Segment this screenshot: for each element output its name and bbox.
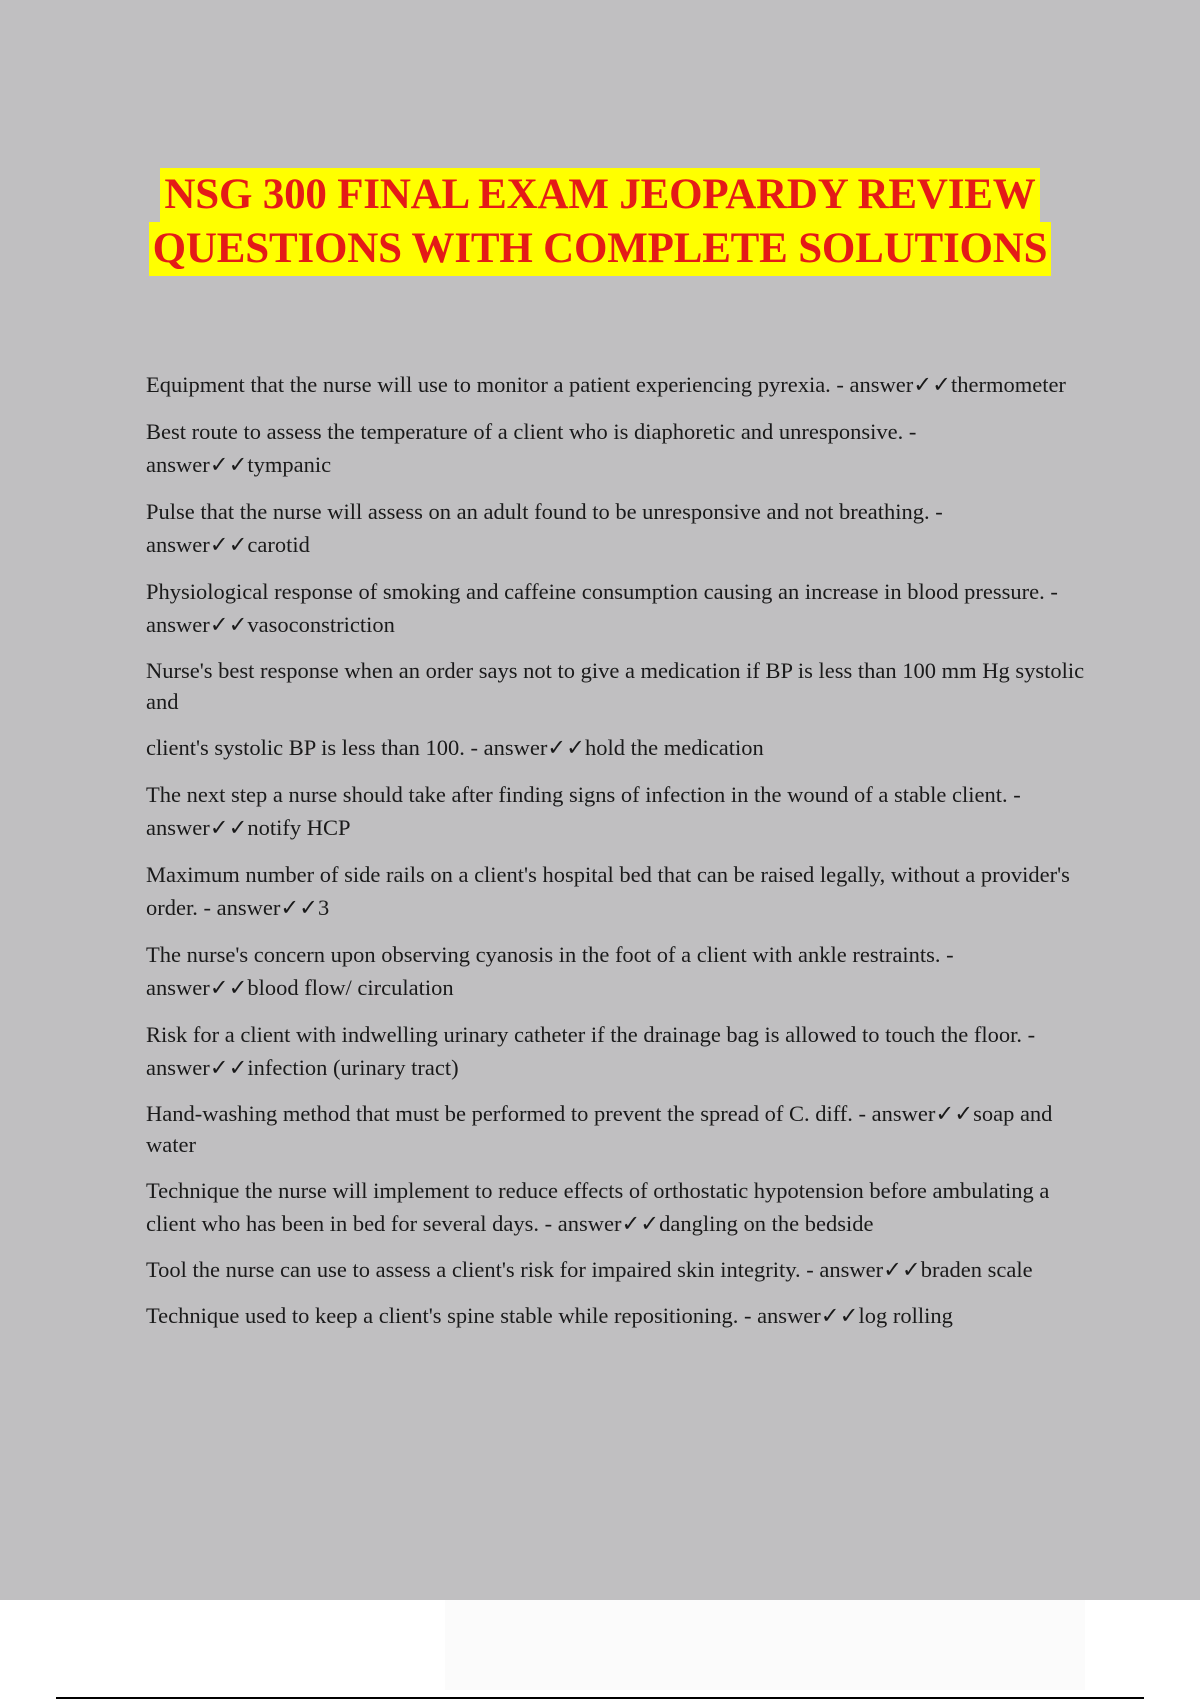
qa-item: Best route to assess the temperature of a client who is diaphoretic and unresponsive. - answer✓✓tympanic bbox=[146, 419, 917, 477]
title-line-1: NSG 300 FINAL EXAM JEOPARDY REVIEW bbox=[160, 168, 1039, 222]
qa-item: The nurse's concern upon observing cyanosis in the foot of a client with ankle restraints. - answer✓✓blood flow/ circulation bbox=[146, 942, 954, 1000]
title-line-2: QUESTIONS WITH COMPLETE SOLUTIONS bbox=[149, 222, 1052, 276]
qa-item: Technique the nurse will implement to reduce effects of orthostatic hypotension before ambulating a client who has been in bed for several days. - answer✓✓dangling on the bedside bbox=[146, 1178, 1050, 1236]
question-answer-list bbox=[146, 368, 1096, 1346]
qa-item: client's systolic BP is less than 100. - answer✓✓hold the medication bbox=[146, 735, 764, 760]
qa-item: Equipment that the nurse will use to monitor a patient experiencing pyrexia. - answer✓✓thermometer bbox=[146, 372, 1066, 397]
qa-item: Technique used to keep a client's spine stable while repositioning. - answer✓✓log rolling bbox=[146, 1303, 953, 1328]
qa-item: Maximum number of side rails on a client's hospital bed that can be raised legally, without a provider's order. - answer✓✓3 bbox=[146, 862, 1070, 920]
document-title bbox=[0, 168, 1200, 276]
qa-item: Nurse's best response when an order says not to give a medication if BP is less than 100 mm Hg systolic and bbox=[146, 658, 1085, 714]
qa-item: Hand-washing method that must be performed to prevent the spread of C. diff. - answer✓✓soap and water bbox=[146, 1101, 1053, 1157]
qa-item: The next step a nurse should take after finding signs of infection in the wound of a stable client. - answer✓✓notify HCP bbox=[146, 782, 1021, 840]
qa-item: Risk for a client with indwelling urinary catheter if the drainage bag is allowed to touch the floor. - answer✓✓infection (urinary tract) bbox=[146, 1022, 1036, 1080]
page-footer-area bbox=[445, 1600, 1085, 1690]
qa-item: Tool the nurse can use to assess a client's risk for impaired skin integrity. - answer✓✓braden scale bbox=[146, 1257, 1033, 1282]
qa-item: Pulse that the nurse will assess on an adult found to be unresponsive and not breathing. - answer✓✓carotid bbox=[146, 499, 943, 557]
footer-divider bbox=[56, 1697, 1144, 1699]
qa-item: Physiological response of smoking and caffeine consumption causing an increase in blood pressure. - answer✓✓vasoconstriction bbox=[146, 579, 1058, 637]
